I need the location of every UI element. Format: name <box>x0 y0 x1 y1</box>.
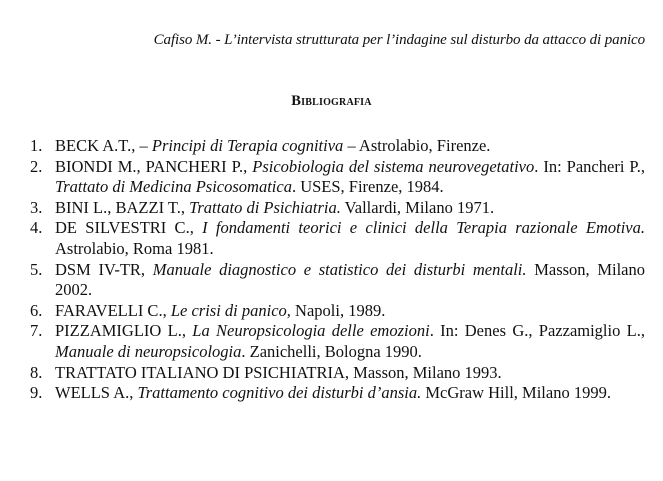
reference-number: 8. <box>30 362 43 382</box>
reference-title: Trattato di Psichiatria. <box>189 197 341 217</box>
reference-text: . In: Denes G., Pazzamiglio L., <box>429 321 645 341</box>
reference-number: 7. <box>30 321 43 341</box>
reference-item <box>30 198 645 219</box>
reference-number: 4. <box>30 218 43 238</box>
reference-item <box>30 218 645 259</box>
reference-text: DSM IV-TR, <box>55 259 153 279</box>
reference-number: 9. <box>30 383 43 403</box>
reference-number: 3. <box>30 197 43 217</box>
reference-text: . In: Pancheri P., <box>534 156 645 176</box>
reference-text: PIZZAMIGLIO L., <box>55 321 193 341</box>
reference-number: 2. <box>30 156 43 176</box>
reference-item <box>30 136 645 157</box>
reference-text: – Astrolabio, Firenze. <box>343 136 491 155</box>
reference-title: La Neuropsicologia delle emozioni <box>192 321 430 341</box>
reference-text: BINI L., BAZZI T., <box>55 197 190 217</box>
section-title: Bibliografia <box>291 93 372 109</box>
bibliography-list <box>30 136 645 404</box>
reference-number: 1. <box>30 136 43 155</box>
reference-text: . Zanichelli, Bologna 1990. <box>241 341 422 361</box>
reference-title: I fondamenti teorici e clinici della Terapia razionale Emotiva. <box>202 218 645 238</box>
reference-title: Trattato di Medicina Psicosomatica <box>55 177 292 197</box>
reference-title: Psicobiologia del sistema neurovegetativo <box>252 156 535 176</box>
reference-text: Vallardi, Milano 1971. <box>340 197 495 217</box>
reference-text: McGraw Hill, Milano 1999. <box>421 383 611 403</box>
reference-item <box>30 301 645 322</box>
reference-text: FARAVELLI C., <box>55 300 171 320</box>
reference-title: Manuale di neuropsicologia <box>55 341 242 361</box>
reference-item <box>30 157 645 198</box>
reference-title: Manuale diagnostico e statistico dei disturbi mentali. <box>152 259 527 279</box>
reference-item <box>30 363 645 384</box>
reference-item <box>30 383 645 404</box>
reference-text: WELLS A., <box>55 383 138 403</box>
reference-number: 6. <box>30 300 43 320</box>
reference-text: Masson, Milano 2002. <box>55 259 646 300</box>
reference-text: BECK A.T., – <box>55 136 152 155</box>
reference-text: Napoli, 1989. <box>290 300 386 320</box>
reference-text: . USES, Firenze, 1984. <box>291 177 444 197</box>
reference-title: Principi di Terapia cognitiva <box>151 136 344 155</box>
reference-item <box>30 260 645 301</box>
reference-number: 5. <box>30 259 43 279</box>
reference-title: Le crisi di panico, <box>170 300 291 320</box>
reference-text: TRATTATO ITALIANO DI PSICHIATRIA, Masson, Milano 1993. <box>55 362 502 382</box>
reference-item <box>30 321 645 362</box>
reference-title: Trattamento cognitivo dei disturbi d’ansia. <box>137 383 422 403</box>
reference-text: DE SILVESTRI C., <box>55 218 203 238</box>
running-head: Cafiso M. - L’intervista strutturata per l’indagine sul disturbo da attacco di panico <box>153 32 645 48</box>
reference-text: Astrolabio, Roma 1981. <box>55 238 214 258</box>
reference-text: BIONDI M., PANCHERI P., <box>55 156 253 176</box>
